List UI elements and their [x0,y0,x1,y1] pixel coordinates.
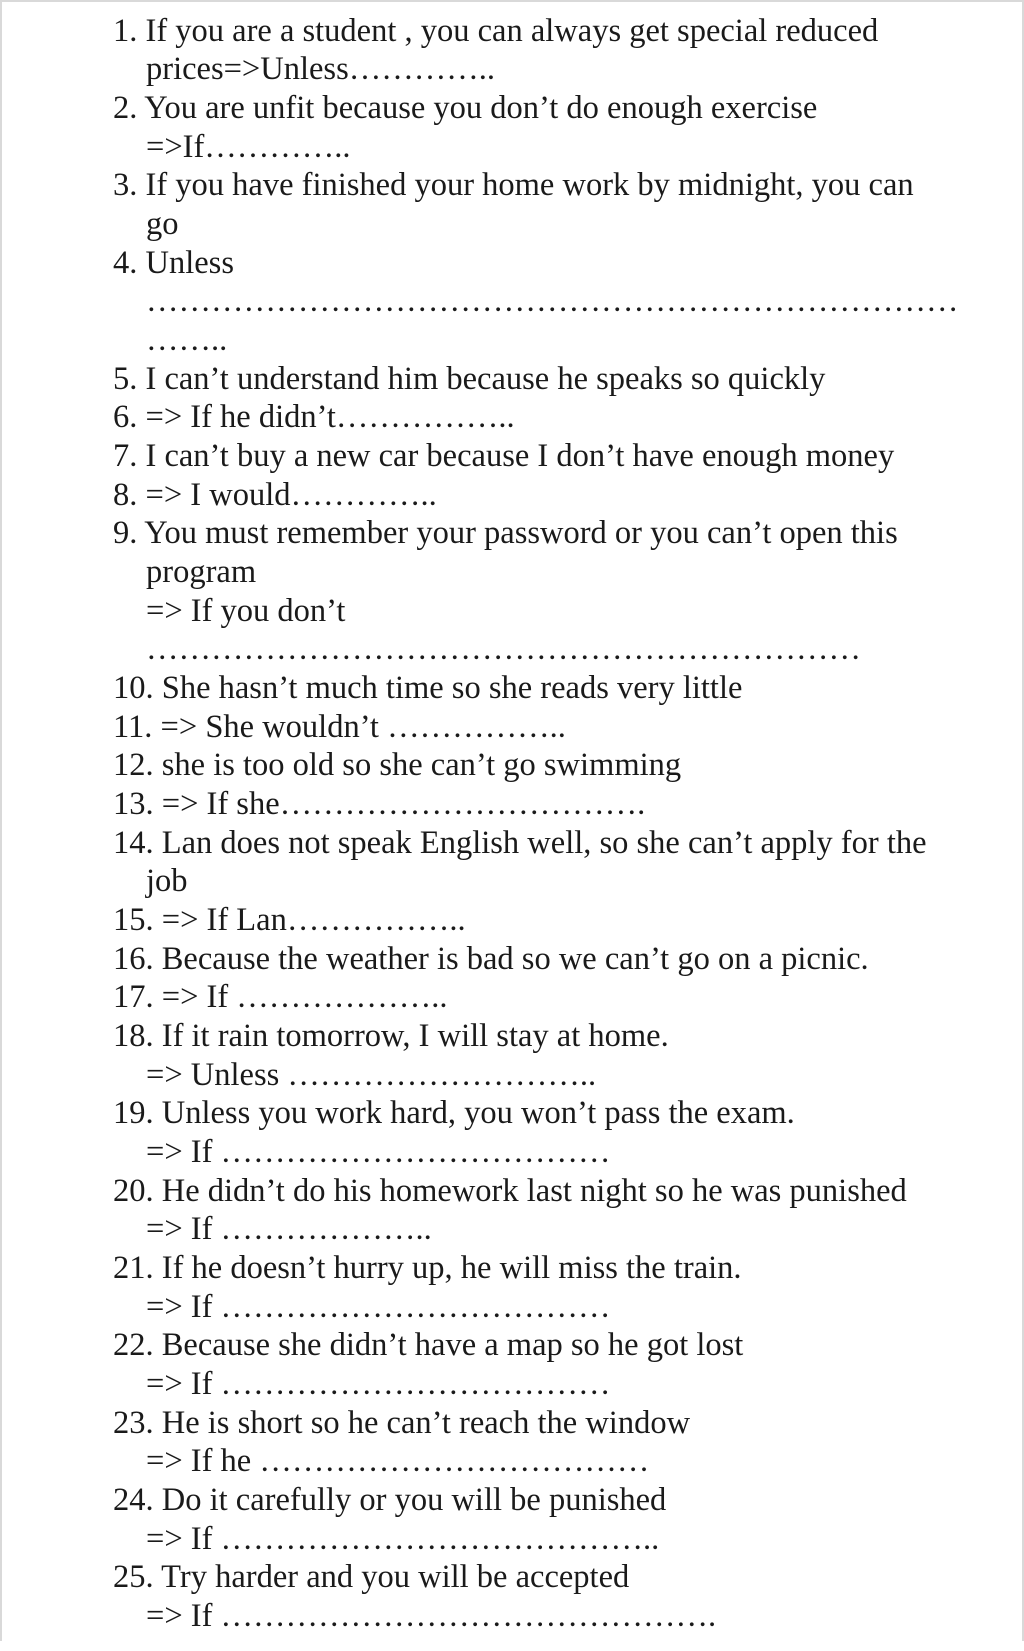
exercise-item: 2. You are unfit because you don’t do enough exercise [113,90,818,126]
exercise-item: 24. Do it carefully or you will be punished [113,1482,667,1518]
exercise-item: 22. Because she didn’t have a map so he got lost [113,1327,744,1363]
exercise-item: 5. I can’t understand him because he speaks so quickly [113,361,826,397]
exercise-item: 13. => If she……………………………. [113,786,646,822]
exercise-answer-line: ………………………………………………………………… [146,283,959,319]
exercise-item: 7. I can’t buy a new car because I don’t have enough money [113,438,895,474]
exercise-item: 8. => I would………….. [113,477,437,513]
exercise-answer-line: => Unless ……………………….. [146,1057,597,1093]
exercise-item: 20. He didn’t do his homework last night so he was punished [113,1173,907,1209]
exercise-item: 6. => If he didn’t…………….. [113,399,515,435]
exercise-answer-line: job [146,863,188,899]
exercise-item: 3. If you have finished your home work by midnight, you can [113,167,914,203]
page-bottom-cutoff [0,1641,1024,1651]
exercise-item: 10. She hasn’t much time so she reads very little [113,670,743,706]
exercise-answer-line: =>If………….. [146,129,351,165]
exercise-item: 14. Lan does not speak English well, so she can’t apply for the [113,825,927,861]
exercise-item: 25. Try harder and you will be accepted [113,1559,630,1595]
exercise-answer-line: => If ……………………………… [146,1366,611,1402]
page-border-top [0,0,1024,2]
exercise-item: 9. You must remember your password or you can’t open this [113,515,898,551]
exercise-item: 15. => If Lan…………….. [113,902,466,938]
exercise-item: 17. => If ……………….. [113,979,448,1015]
exercise-item: 21. If he doesn’t hurry up, he will miss the train. [113,1250,742,1286]
exercise-answer-line: => If he ……………………………… [146,1443,650,1479]
page-border-left [0,0,2,1651]
exercise-answer-line: => If ……………….. [146,1211,432,1247]
exercise-answer-line: => If ……………………………… [146,1134,611,1170]
exercise-item: 18. If it rain tomorrow, I will stay at home. [113,1018,669,1054]
exercise-answer-line: => If ……………………………… [146,1289,611,1325]
exercise-answer-line: => If ………………………………….. [146,1521,660,1557]
exercise-answer-line: program [146,554,257,590]
exercise-item: 11. => She wouldn’t …………….. [113,709,566,745]
exercise-answer-line: ………………………………………………………… [146,631,861,667]
exercise-answer-line: …….. [146,322,228,358]
exercise-answer-line: go [146,206,179,242]
exercise-item: 23. He is short so he can’t reach the window [113,1405,691,1441]
exercise-item: 1. If you are a student , you can always get special reduced [113,13,879,49]
exercise-item: 4. Unless [113,245,234,281]
exercise-answer-line: => If ………………………………………. [146,1598,717,1634]
exercise-item: 12. she is too old so she can’t go swimming [113,747,682,783]
exercise-answer-line: => If you don’t [146,593,346,629]
exercise-item: 16. Because the weather is bad so we can’t go on a picnic. [113,941,869,977]
exercise-item: 19. Unless you work hard, you won’t pass the exam. [113,1095,795,1131]
exercise-answer-line: prices=>Unless………….. [146,51,495,87]
